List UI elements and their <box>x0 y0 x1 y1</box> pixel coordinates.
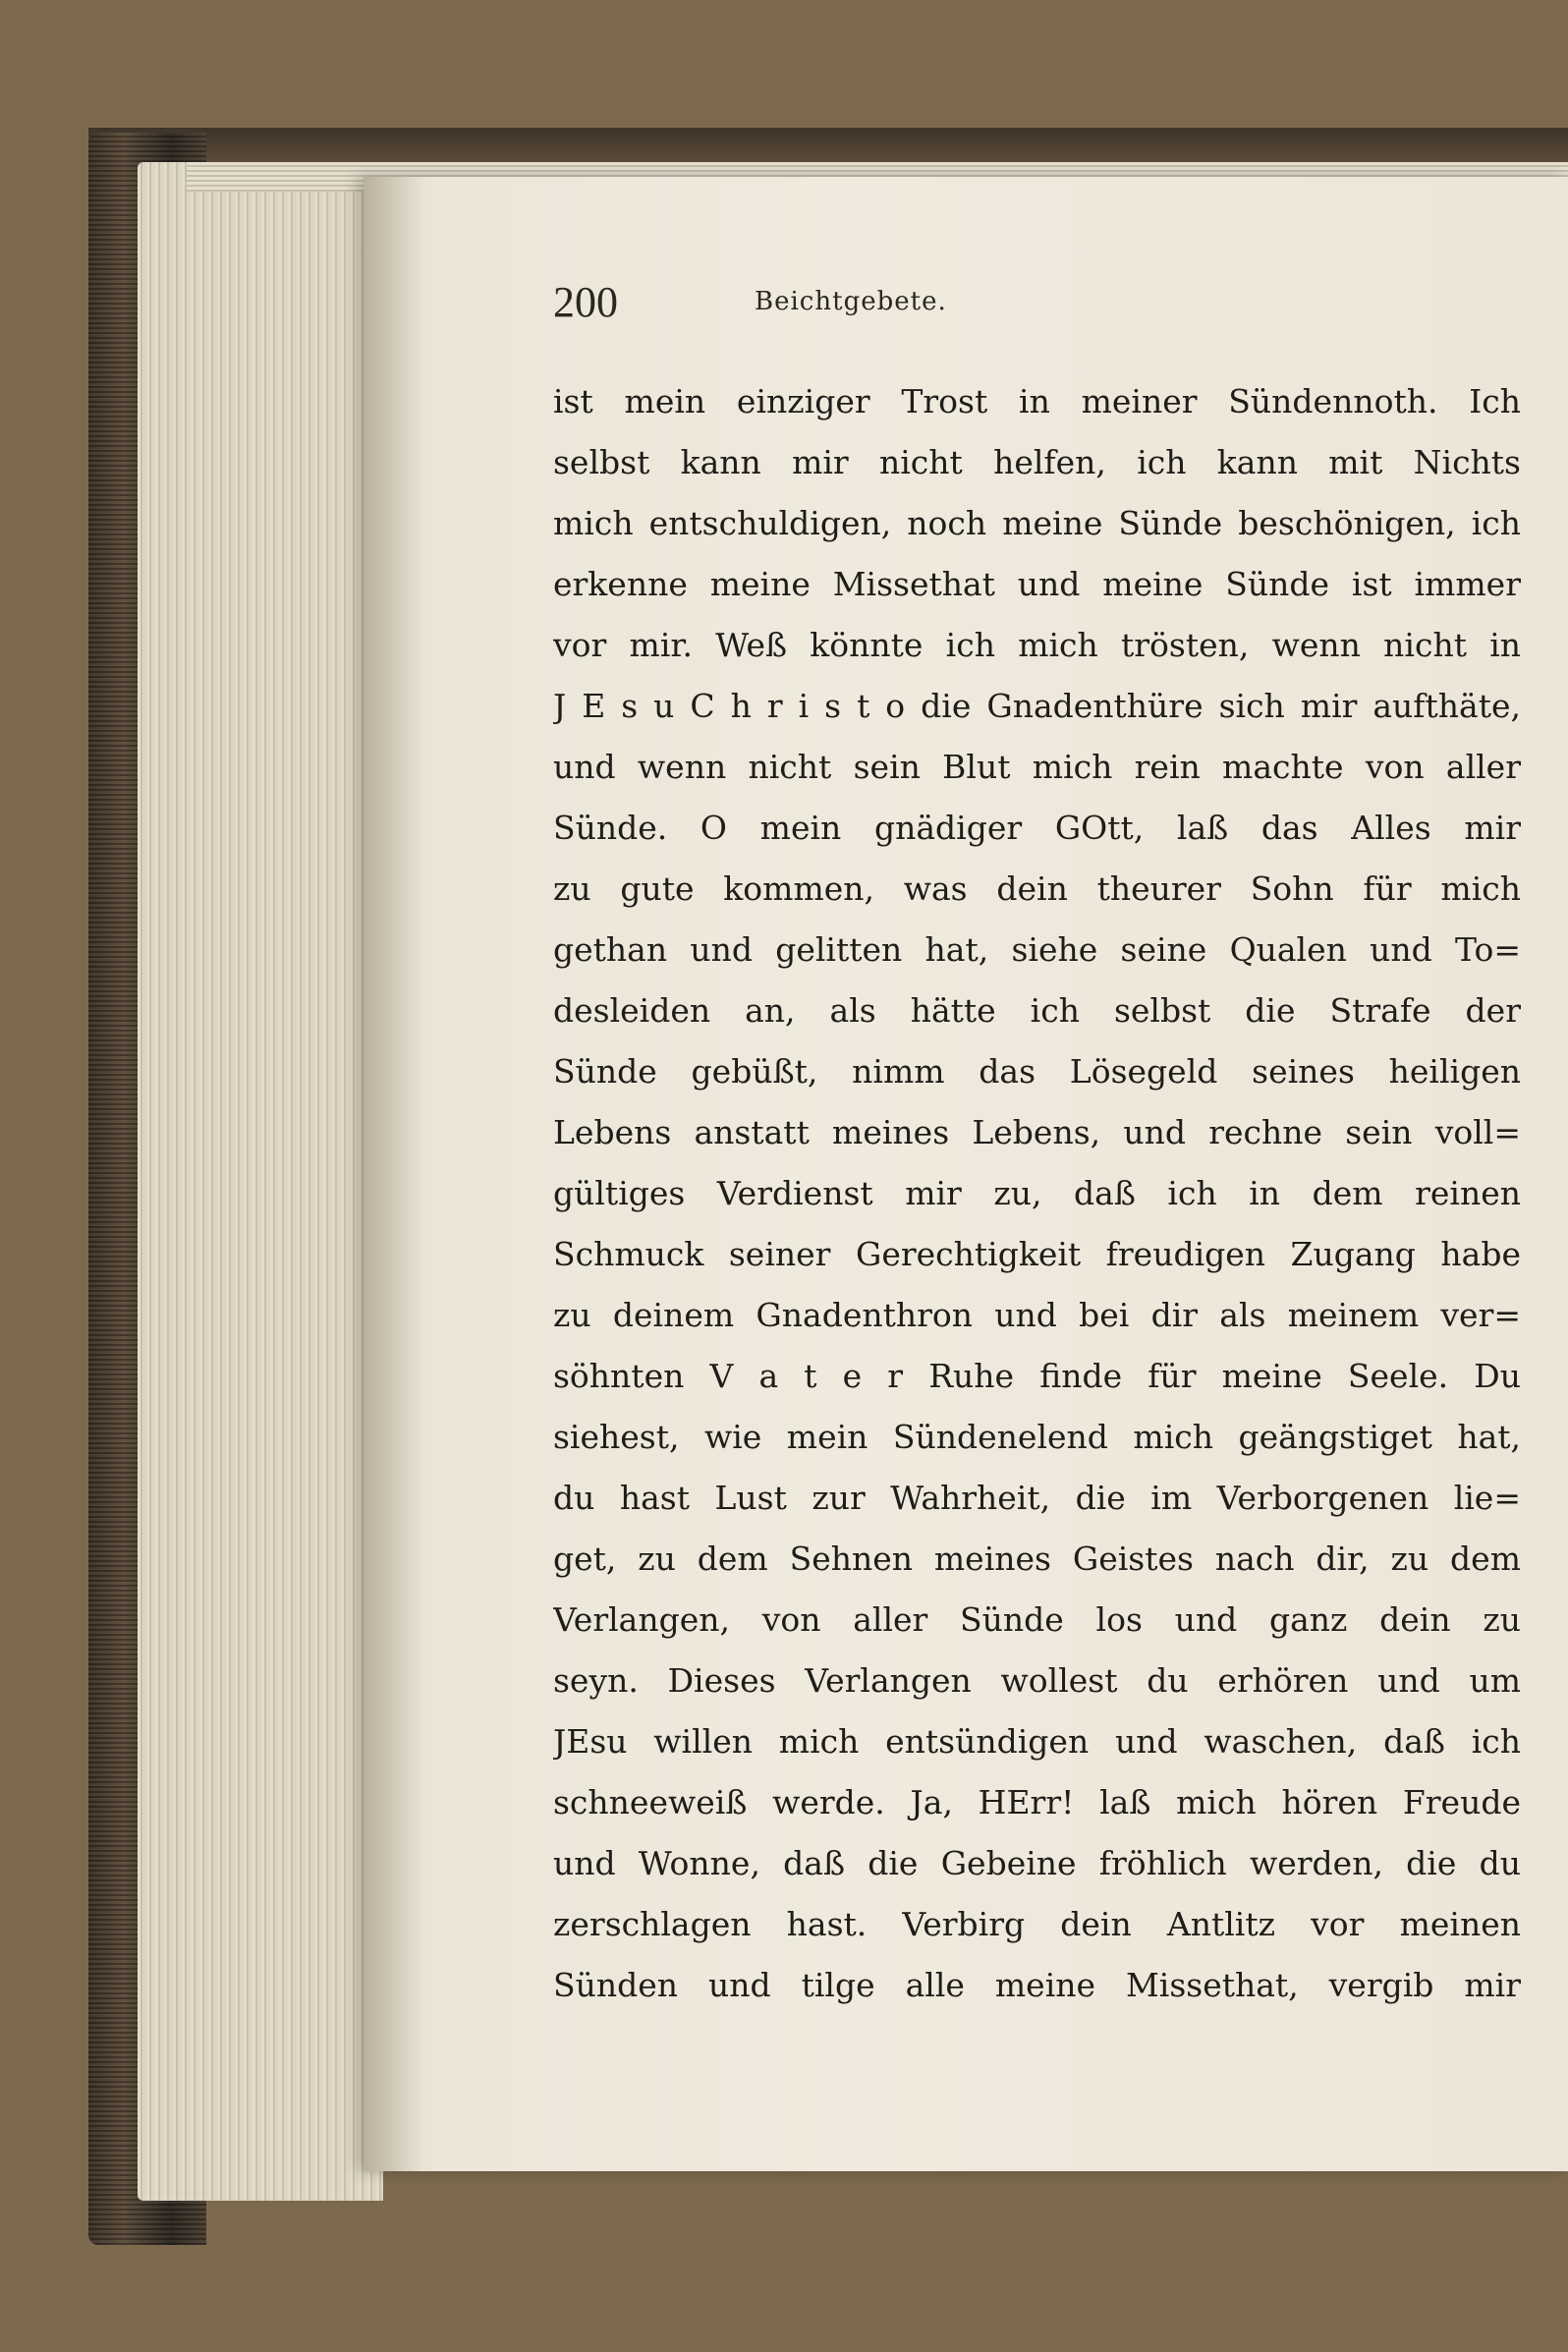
text-line: vor mir. Weß könnte ich mich trösten, wenn nicht in <box>553 626 1521 664</box>
text-line: Sünde gebüßt, nimm das Lösegeld seines heiligen <box>553 1052 1521 1091</box>
text-line: und wenn nicht sein Blut mich rein machte von aller <box>553 748 1521 786</box>
text-line: zu gute kommen, was dein theurer Sohn für mich <box>553 869 1521 908</box>
text-line: zu deinem Gnadenthron und bei dir als meinem ver= <box>553 1296 1521 1334</box>
text-line: söhnten V a t e r Ruhe finde für meine Seele. Du <box>553 1357 1521 1395</box>
text-line: Sünden und tilge alle meine Missethat, vergib mir <box>553 1966 1521 2004</box>
text-line: du hast Lust zur Wahrheit, die im Verborgenen lie= <box>553 1479 1521 1517</box>
text-line: gethan und gelitten hat, siehe seine Qualen und To= <box>553 930 1521 969</box>
text-line: Schmuck seiner Gerechtigkeit freudigen Zugang habe <box>553 1235 1521 1273</box>
text-line: Lebens anstatt meines Lebens, und rechne sein voll= <box>553 1113 1521 1151</box>
page-header <box>553 277 1516 336</box>
text-line: siehest, wie mein Sündenelend mich geängstiget hat, <box>553 1418 1521 1456</box>
page-number: 200 <box>553 278 618 326</box>
text-line: desleiden an, als hätte ich selbst die Strafe der <box>553 991 1521 1030</box>
running-head: Beichtgebete. <box>755 287 947 316</box>
text-line: und Wonne, daß die Gebeine fröhlich werden, die du <box>553 1844 1521 1882</box>
text-line: mich entschuldigen, noch meine Sünde beschönigen, ich <box>553 504 1521 542</box>
gutter-shadow <box>364 177 422 2171</box>
text-line: gültiges Verdienst mir zu, daß ich in dem reinen <box>553 1174 1521 1212</box>
text-line: Sünde. O mein gnädiger GOtt, laß das Alles mir <box>553 809 1521 847</box>
text-line: erkenne meine Missethat und meine Sünde ist immer <box>553 565 1521 603</box>
text-line: JEsu willen mich entsündigen und waschen, daß ich <box>553 1722 1521 1761</box>
page-body-text <box>553 371 1521 2016</box>
text-line: ist mein einziger Trost in meiner Sündennoth. Ich <box>553 382 1521 420</box>
text-line: get, zu dem Sehnen meines Geistes nach dir, zu dem <box>553 1540 1521 1578</box>
text-line: schneeweiß werde. Ja, HErr! laß mich hören Freude <box>553 1783 1521 1821</box>
text-line: selbst kann mir nicht helfen, ich kann mit Nichts <box>553 443 1521 481</box>
text-line: Verlangen, von aller Sünde los und ganz dein zu <box>553 1600 1521 1639</box>
page-edges <box>138 162 383 2201</box>
text-line: seyn. Dieses Verlangen wollest du erhören und um <box>553 1661 1521 1700</box>
text-line: zerschlagen hast. Verbirg dein Antlitz vor meinen <box>553 1905 1521 1943</box>
text-line: J E s u C h r i s t o die Gnadenthüre sich mir aufthäte, <box>553 687 1521 725</box>
